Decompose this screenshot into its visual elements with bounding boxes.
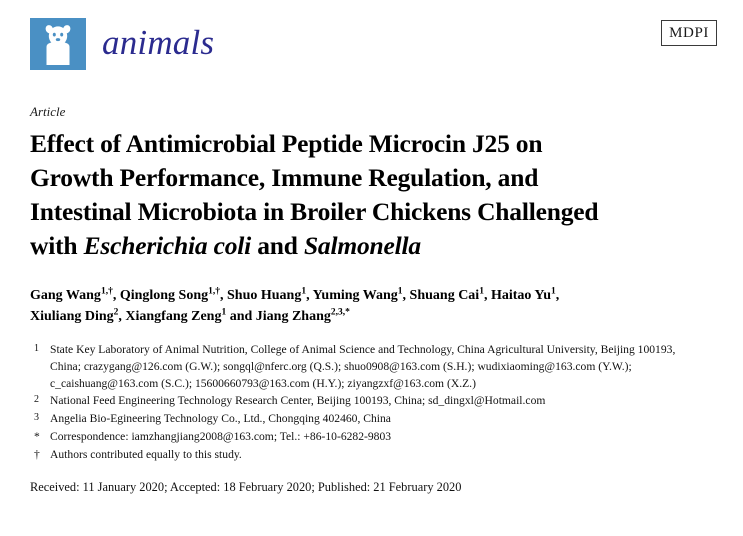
affiliation-item xyxy=(30,393,717,410)
author-affiliation-marker: 1 xyxy=(397,285,403,296)
author-name: Xiangfang Zeng xyxy=(125,309,222,325)
author-name: Shuo Huang xyxy=(227,287,302,303)
correspondence-text: Correspondence: iamzhangjiang2008@163.com; Tel.: +86-10-6282-9803 xyxy=(50,429,392,443)
affiliation-item xyxy=(30,411,717,428)
affiliation-text: Angelia Bio-Egineering Technology Co., Ltd., Chongqing 402460, China xyxy=(50,412,391,426)
author-affiliation-marker: 1,† xyxy=(208,285,221,296)
affiliation-marker: 1 xyxy=(34,343,39,354)
affiliation-list xyxy=(30,342,717,464)
article-type-label: Article xyxy=(30,104,66,119)
title-line-3: Intestinal Microbiota in Broiler Chickens Challenged xyxy=(30,196,599,226)
affiliation-text: National Feed Engineering Technology Research Center, Beijing 100193, China; sd_dingxl@Hotmail.com xyxy=(50,394,546,408)
title-line-4-prefix: with xyxy=(30,230,84,260)
title-line-1: Effect of Antimicrobial Peptide Microcin J25 on xyxy=(30,129,543,158)
author-connector: and xyxy=(229,309,253,325)
author-affiliation-marker: 1 xyxy=(479,285,484,296)
affiliation-marker: 3 xyxy=(34,412,39,424)
author-name: Shuang Cai xyxy=(409,287,480,303)
correspondence-item xyxy=(30,429,717,446)
equal-contribution-note xyxy=(30,447,717,464)
author-name: Qinglong Song xyxy=(119,287,209,303)
author-affiliation-marker: 1,† xyxy=(100,285,113,296)
equal-contribution-marker: † xyxy=(34,447,40,461)
correspondence-marker: * xyxy=(34,429,40,443)
title-line-4-conj: and xyxy=(251,230,304,260)
title-species-1: Escherichia coli xyxy=(83,230,252,260)
author-affiliation-marker: 2,3,* xyxy=(330,307,350,318)
journal-title: animals xyxy=(102,22,215,62)
mdpi-logo: MDPI xyxy=(661,20,717,46)
author-affiliation-marker: 1 xyxy=(221,307,227,318)
author-name: Yuming Wang xyxy=(312,287,398,303)
author-name: Jiang Zhang xyxy=(255,309,331,325)
author-list: Gang Wang$^{1,\dagger}$, Qinglong Song$^{1,\dagger}$, Shuo Huang$^1$, Yuming Wang$^1$, Shuang Cai$^1$, Haitao Yu$^1$, Xiuliang Ding$^2$, Xiangfang Zeng$^1$ and Jiang Zhang$^{2,3,*}$ xyxy=(30,285,560,325)
affiliation-text: State Key Laboratory of Animal Nutrition, College of Animal Science and Technology, China Agricultural University, Beijing 100193, China; crazygang@126.com (G.W.); songql@nferc.org (Q.S.); shuo0908@163.com (S.H.); wudixiaoming@163.com (Y.W.); c_caishuang@163.com (S.C.); 15600660793@163.com (H.Y.); ziyangzxf@163.com (X.Z.) xyxy=(50,343,676,390)
animal-silhouette-icon xyxy=(30,18,86,70)
author-name: Gang Wang xyxy=(30,287,101,303)
author-name: Haitao Yu xyxy=(490,287,551,303)
author-affiliation-marker: 1 xyxy=(551,285,556,296)
author-affiliation-marker: 1 xyxy=(301,285,307,296)
title-species-2: Salmonella xyxy=(303,230,421,260)
page-header xyxy=(30,18,717,84)
publication-dates: Received: 11 January 2020; Accepted: 18 February 2020; Published: 21 February 2020 xyxy=(30,479,462,494)
affiliation-marker: 2 xyxy=(34,394,39,406)
page-title xyxy=(30,127,717,263)
journal-brand xyxy=(30,18,214,70)
affiliation-item xyxy=(30,342,717,392)
author-name: Xiuliang Ding xyxy=(30,309,114,325)
title-line-2: Growth Performance, Immune Regulation, and xyxy=(30,162,539,192)
author-affiliation-marker: 2 xyxy=(113,307,119,318)
equal-contribution-text: Authors contributed equally to this study. xyxy=(50,447,242,461)
